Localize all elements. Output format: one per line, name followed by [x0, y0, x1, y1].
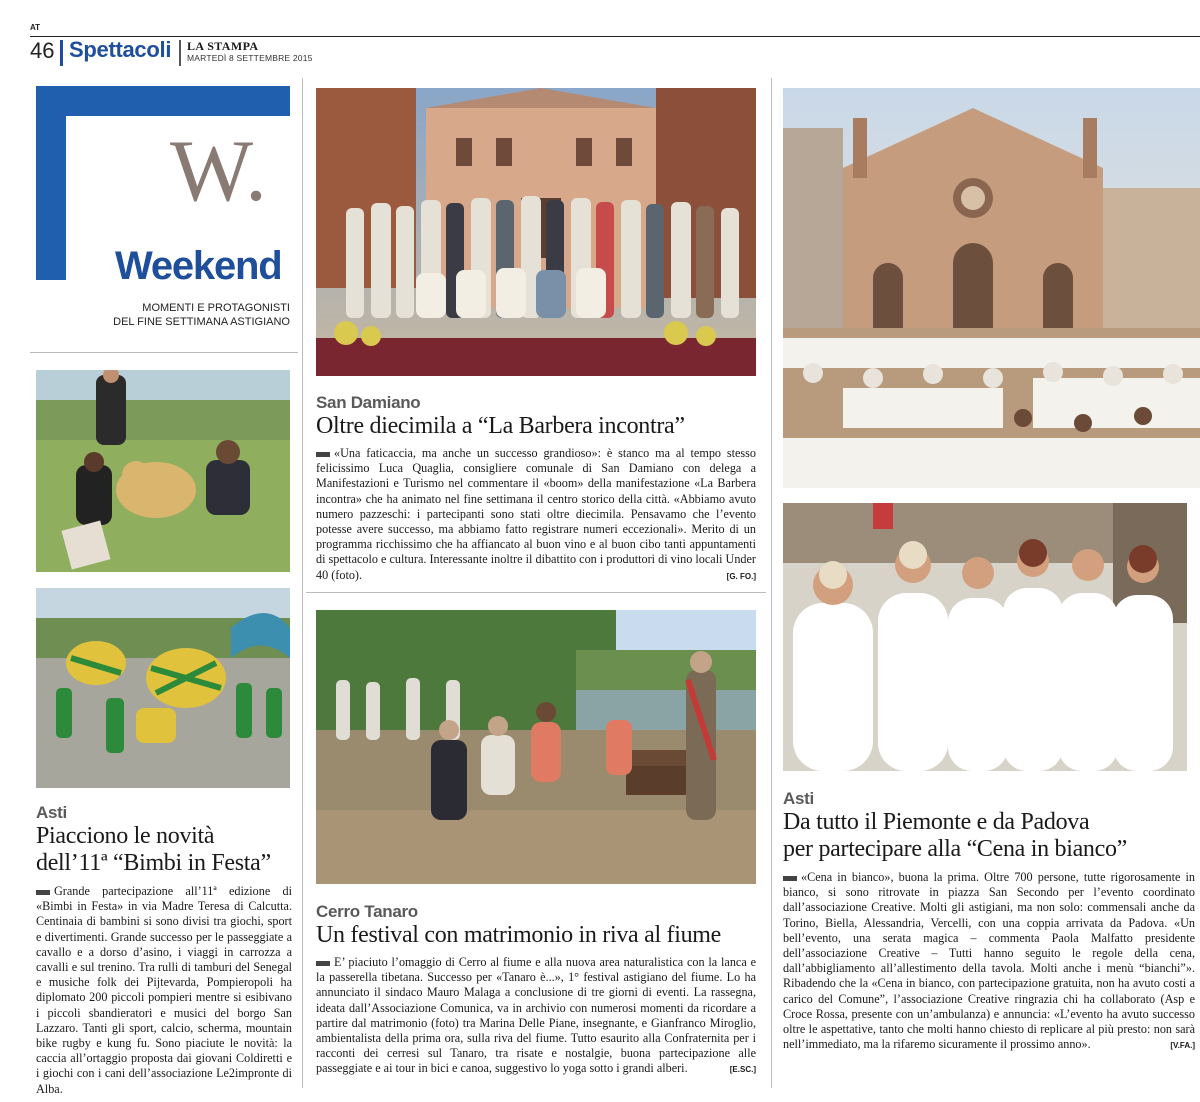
cerro-kicker: Cerro Tanaro [316, 902, 418, 921]
cena-kicker: Asti [783, 789, 814, 808]
cena-body [783, 870, 1195, 1052]
edition-mark: AT [30, 23, 41, 32]
san-damiano-kicker: San Damiano [316, 393, 421, 412]
cerro-text: E’ piaciuto l’omaggio di Cerro al fiume e alla nuova area naturalistica con la lanca e la passerella tibetana. Successo per «Tanaro è...», 1° festival astigiano del fiume. Lo ha annunciato il sindaco Mauro Malaga a conclusione di tre giorni di eventi. La rassegna, ideata dall’Associazione Comunica, va in archivio con numerosi momenti da ricordare a partire dal matrimonio (foto) tra Marina Delle Piane, insegnante, e Gianfranco Miroglio, ambientalista della prima ora, sulla riva del fiume. Tutto esaurito alla Confraternita per i racconti dei cerresi sul Tanaro, tra risate e nostalgie, buona partecipazione alle passeggiate e ai tour in bici e canoa, suggestivo lo yoga sotto i grandi alberi. [316, 955, 756, 1076]
section-title: Spettacoli [69, 37, 172, 62]
bimbi-headline-line1: Piacciono le novità [36, 823, 215, 849]
cena-text: «Cena in bianco», buona la prima. Oltre 700 persone, tutte rigorosamente in bianco, si sono ritrovate in piazza San Secondo per l’evento coordinato dall’associazione Creative. Molti gli astigiani, ma non solo: commensali anche da Torino, Biella, Alessandria, Vercelli, con una coppia arrivata da Padova. «Un bell’evento, una serata magica – commenta Paola Malfatto presidente dell’associazione Creative – Tutti hanno seguito le regole della cena, dall’abbigliamento all’allestimento della tavola. Molti anche i menù “bianchi”». Ribadendo che la «Cena in bianco, con partecipazione gratuita, non ha avuto costi a carico del Comune”, l’associazione Creative ringrazia chi ha collaborato (Asp e Croce Rossa, presente con un’ambulanza) e annuncia: «L’evento ha avuto successo oltre le aspettative, tanto che molti hanno chiesto di replicare al più presto: non sarà nell’immediato, ma la rifaremo sicuramente il prossimo anno». [783, 870, 1195, 1052]
weekend-subtitle: MOMENTI E PROTAGONISTI [142, 302, 290, 314]
lead-dash [316, 452, 330, 457]
cena-headline-line2: per partecipare alla “Cena in bianco” [783, 836, 1128, 862]
weekend-frame-left [36, 86, 66, 280]
san-damiano-signature: [G. FO.] [726, 571, 756, 581]
river-wedding-photo [316, 610, 756, 884]
dog-grass-photo [36, 370, 290, 572]
column-divider [302, 78, 303, 1088]
san-damiano-photo [316, 88, 756, 376]
bimbi-text: Grande partecipazione all’11ª edizione di «Bimbi in Festa» in via Madre Teresa di Calcutta. Centinaia di bambini si sono divisi tra giochi, sport e divertimenti. Grande successo per le passeggiate a cavallo e a dorso d’asino, i viaggi in carrozza a cavalli e sul trenino. Tra rulli di tamburi del Senegal e musiche folk dei Pijtevarda, Pompieropoli ha diplomato 200 piccoli pompieri mentre si esibivano i piccoli sbandieratori e musici del borgo San Lazzaro. Tanti gli sport, calcio, scherma, mountain bike rugby e kung fu. Sono piaciute le novità: la caccia all’ortaggio proposta dai giovani Coldiretti e i giochi con i cani dell’associazione Le2impronte di Alba. [36, 884, 292, 1096]
section-divider [60, 40, 63, 66]
bimbi-headline-line2: dell’11ª “Bimbi in Festa” [36, 850, 271, 876]
cena-signature: [V.FA.] [1170, 1041, 1195, 1051]
top-rule [30, 36, 1200, 37]
flag-wavers-photo [36, 588, 290, 788]
san-damiano-body [316, 446, 756, 583]
san-damiano-headline: Oltre diecimila a “La Barbera incontra” [316, 413, 685, 439]
lead-dash [36, 890, 50, 895]
paper-divider [179, 40, 181, 66]
row-divider [306, 592, 766, 593]
bimbi-kicker: Asti [36, 803, 67, 822]
cerro-headline: Un festival con matrimonio in riva al fiume [316, 922, 721, 948]
cerro-signature: [E.SC.] [729, 1065, 756, 1075]
weekend-subtitle: DEL FINE SETTIMANA ASTIGIANO [113, 316, 290, 328]
paper-name: LA STAMPA [187, 39, 259, 53]
lead-dash [783, 876, 797, 881]
paper-date: MARTEDÌ 8 SETTEMBRE 2015 [187, 53, 313, 63]
weekend-title: Weekend [115, 244, 282, 288]
cena-piazza-photo [783, 88, 1200, 488]
weekend-letter: W. [170, 123, 267, 220]
san-damiano-text: «Una faticaccia, ma anche un successo grandioso»: è stanco ma al tempo stesso felicissimo Luca Quaglia, consigliere comunale di San Damiano con delega a Manifestazioni e Turismo nel commentare il «boom» della manifestazione «La Barbera incontra» che ha animato nel fine settimana il centro storico della città. «Abbiamo avuto numero pazzeschi: i partecipanti sono stati oltre diecimila. Pensavamo che l’evento potesse avere successo, ma abbiamo fatto registrare numeri eccezionali». Merito di un programma ricchissimo che ha affiancato al buon vino e al buon cibo tanti appuntamenti di spettacolo e cultura. Interessante inoltre il dibattito con i produttori di vino locali Under 40 (foto). [316, 446, 756, 582]
weekend-frame-top [36, 86, 290, 116]
cerro-body [316, 955, 756, 1077]
bimbi-body [36, 884, 292, 1097]
women-white-photo [783, 503, 1187, 771]
cena-headline-line1: Da tutto il Piemonte e da Padova [783, 809, 1090, 835]
row-divider [30, 352, 298, 353]
lead-dash [316, 961, 330, 966]
page-number: 46 [30, 38, 55, 63]
column-divider [771, 78, 772, 1088]
